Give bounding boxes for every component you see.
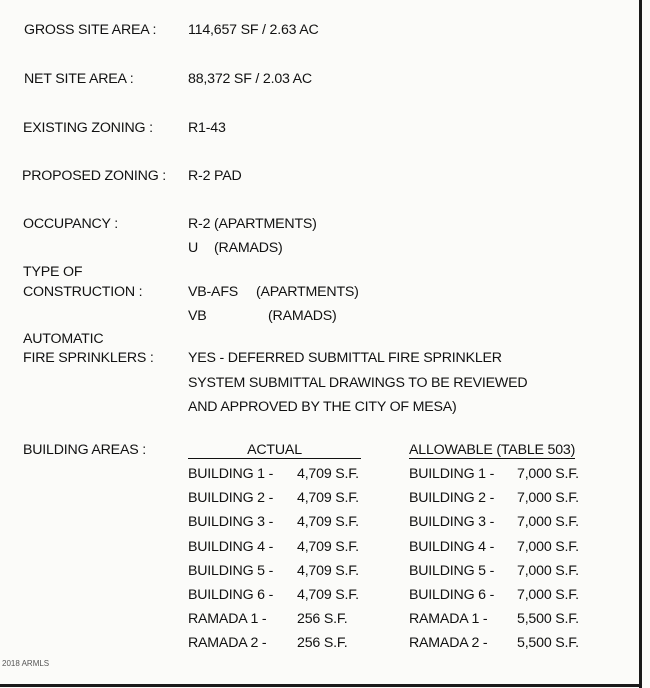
allowable-row-value: 7,000 S.F. [517, 466, 579, 482]
occupancy-line2-code: U [188, 240, 199, 256]
construction-line1-desc: (APARTMENTS) [256, 284, 359, 300]
sheet-border-bottom [0, 684, 642, 687]
allowable-row-name: BUILDING 6 - [409, 587, 495, 603]
actual-row-name: RAMADA 1 - [188, 611, 267, 627]
watermark: 2018 ARMLS [2, 659, 50, 668]
sprinklers-line3: AND APPROVED BY THE CITY OF MESA) [188, 399, 457, 415]
allowable-row-name: BUILDING 1 - [409, 466, 495, 482]
allowable-row-value: 5,500 S.F. [517, 635, 579, 651]
actual-row-value: 4,709 S.F. [297, 490, 359, 506]
construction-line2-desc: (RAMADS) [268, 308, 337, 324]
construction-line2-code: VB [188, 308, 207, 324]
actual-row-value: 4,709 S.F. [297, 563, 359, 579]
sheet-border-right [639, 0, 642, 688]
occupancy-line2-desc: (RAMADS) [214, 240, 283, 256]
actual-row-value: 256 S.F. [297, 611, 348, 627]
proposed-zoning-value: R-2 PAD [188, 168, 242, 184]
gross-site-area-label: GROSS SITE AREA : [24, 22, 157, 38]
actual-row-value: 4,709 S.F. [297, 539, 359, 555]
actual-row-value: 256 S.F. [297, 635, 348, 651]
allowable-row-name: BUILDING 4 - [409, 539, 495, 555]
existing-zoning-label: EXISTING ZONING : [23, 120, 153, 136]
sprinklers-line1: YES - DEFERRED SUBMITTAL FIRE SPRINKLER [188, 350, 502, 366]
allowable-row-value: 7,000 S.F. [517, 539, 579, 555]
actual-row-value: 4,709 S.F. [297, 587, 359, 603]
allowable-row-name: BUILDING 2 - [409, 490, 495, 506]
sprinklers-line2: SYSTEM SUBMITTAL DRAWINGS TO BE REVIEWED [188, 375, 528, 391]
net-site-area-value: 88,372 SF / 2.03 AC [188, 71, 312, 87]
occupancy-label: OCCUPANCY : [23, 216, 119, 232]
allowable-row-value: 7,000 S.F. [517, 490, 579, 506]
actual-row-value: 4,709 S.F. [297, 466, 359, 482]
actual-row-name: BUILDING 5 - [188, 563, 274, 579]
actual-header: ACTUAL [188, 442, 361, 459]
construction-label-line2: CONSTRUCTION : [23, 284, 143, 300]
actual-row-value: 4,709 S.F. [297, 514, 359, 530]
allowable-row-name: BUILDING 3 - [409, 514, 495, 530]
allowable-row-name: RAMADA 2 - [409, 635, 488, 651]
actual-row-name: BUILDING 4 - [188, 539, 274, 555]
allowable-row-name: BUILDING 5 - [409, 563, 495, 579]
allowable-row-value: 5,500 S.F. [517, 611, 579, 627]
allowable-row-value: 7,000 S.F. [517, 587, 579, 603]
actual-row-name: BUILDING 6 - [188, 587, 274, 603]
proposed-zoning-label: PROPOSED ZONING : [22, 168, 167, 184]
actual-row-name: RAMADA 2 - [188, 635, 267, 651]
actual-row-name: BUILDING 2 - [188, 490, 274, 506]
allowable-header: ALLOWABLE (TABLE 503) [409, 442, 576, 458]
occupancy-line1: R-2 (APARTMENTS) [188, 216, 317, 232]
construction-line1-code: VB-AFS [188, 284, 239, 300]
construction-label-line1: TYPE OF [23, 264, 83, 280]
allowable-row-value: 7,000 S.F. [517, 563, 579, 579]
sprinklers-label-line2: FIRE SPRINKLERS : [23, 350, 154, 366]
sprinklers-label-line1: AUTOMATIC [23, 331, 104, 347]
existing-zoning-value: R1-43 [188, 120, 226, 136]
actual-row-name: BUILDING 3 - [188, 514, 274, 530]
net-site-area-label: NET SITE AREA : [24, 71, 134, 87]
allowable-row-value: 7,000 S.F. [517, 514, 579, 530]
allowable-row-name: RAMADA 1 - [409, 611, 488, 627]
actual-row-name: BUILDING 1 - [188, 466, 274, 482]
building-areas-label: BUILDING AREAS : [23, 442, 146, 458]
gross-site-area-value: 114,657 SF / 2.63 AC [188, 22, 319, 38]
